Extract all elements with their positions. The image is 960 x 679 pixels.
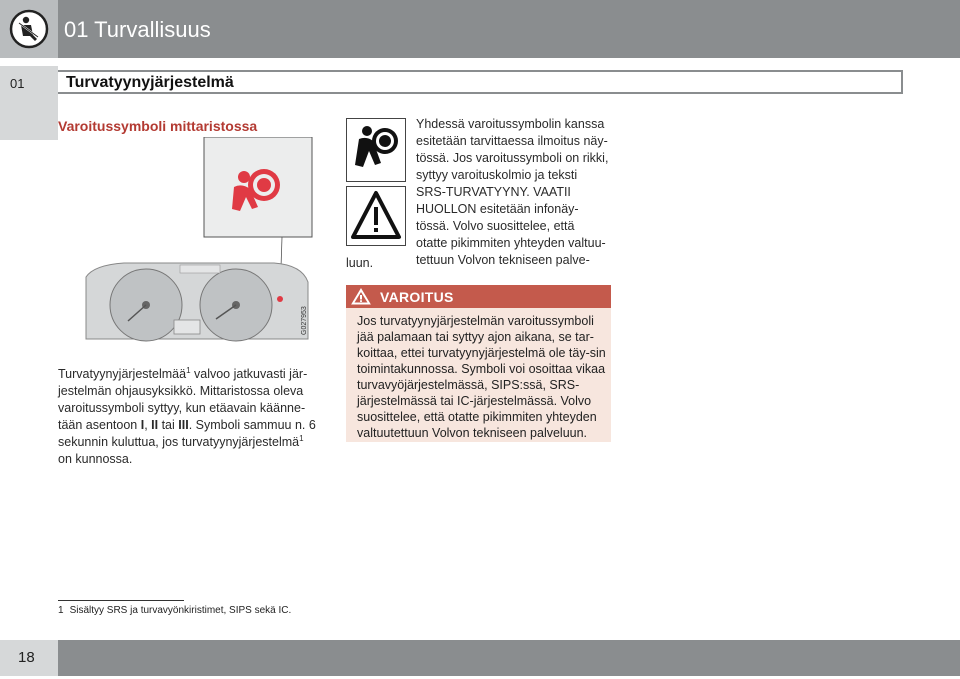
warning-triangle-small-icon bbox=[351, 288, 371, 305]
subheading: Varoitussymboli mittaristossa bbox=[58, 118, 258, 134]
para-text: . Symboli sammuu n. 6 sekunnin kuluttua, jos turvatyynyjärjestelmä bbox=[58, 418, 316, 449]
para-text: on kunnossa. bbox=[58, 452, 133, 466]
footnote-ref: 1 bbox=[299, 433, 304, 443]
para-text: Turvatyynyjärjestelmää bbox=[58, 367, 187, 381]
para-text: valvoo jatkuvasti jär-jestelmän ohjausyksikkö. Mittaristossa oleva varoitussymboli syttyy, kun etäavain käänne-tään asentoon bbox=[58, 367, 308, 432]
footnote-ref: 1 bbox=[186, 365, 191, 375]
text-line: Yhdessä varoitussymbolin kanssa bbox=[416, 117, 605, 131]
key-position: I bbox=[140, 418, 145, 432]
text-line: SRS-TURVATYYNY. VAATII bbox=[416, 185, 571, 199]
key-position: III bbox=[178, 418, 189, 432]
side-tab-number: 01 bbox=[10, 76, 25, 91]
text-line: tössä. Volvo suosittelee, että bbox=[416, 219, 575, 233]
text-line: tössä. Jos varoitussymboli on rikki, bbox=[416, 151, 609, 165]
footnote-text: Sisältyy SRS ja turvavyönkiristimet, SIPS sekä IC. bbox=[69, 605, 292, 616]
text-line: syttyy varoituskolmio ja teksti bbox=[416, 168, 578, 182]
section-title: Turvatyynyjärjestelmä bbox=[66, 74, 234, 91]
left-paragraph bbox=[58, 366, 320, 468]
text-line: tettuun Volvon tekniseen palve- bbox=[416, 253, 590, 267]
chapter-title: 01 Turvallisuus bbox=[64, 17, 211, 42]
footnote-number: 1 bbox=[58, 605, 64, 616]
key-position: II bbox=[151, 418, 159, 432]
page-number: 18 bbox=[18, 649, 35, 666]
footnote-rule bbox=[58, 600, 184, 601]
instrument-cluster-figure bbox=[84, 137, 314, 345]
text-line: esitetään tarvittaessa ilmoitus näy- bbox=[416, 134, 608, 148]
para-text: , bbox=[144, 418, 152, 432]
warning-label: VAROITUS bbox=[380, 289, 454, 305]
text-line-last: luun. bbox=[346, 256, 374, 270]
text-line: HUOLLON esitetään infonäy- bbox=[416, 202, 579, 216]
safety-logo bbox=[0, 0, 58, 58]
warning-text: Jos turvatyynyjärjestelmän varoitussymboli jää palamaan tai syttyy ajon aikana, se tar-koittaa, ettei turvatyynyjärjestelmä ole täy-sin toimintakunnossa. Symboli voi osoittaa vikaa turvavyöjärjestelmässä, SIPS:ssä, SRS-järjestelmässä tai IC-järjestelmässä. Volvo suosittelee, että otatte pikimmiten yhteyden valtuutettuun Volvon tekniseen palveluun. bbox=[357, 314, 606, 440]
text-line: otatte pikimmiten yhteyden valtuu- bbox=[416, 236, 606, 250]
right-paragraph bbox=[346, 116, 618, 269]
para-text: tai bbox=[158, 418, 179, 432]
footer-band bbox=[58, 640, 960, 676]
side-tab bbox=[0, 66, 58, 140]
footnote bbox=[58, 605, 291, 616]
seatbelt-icon bbox=[9, 9, 49, 49]
figure-code: G027953 bbox=[301, 306, 308, 335]
